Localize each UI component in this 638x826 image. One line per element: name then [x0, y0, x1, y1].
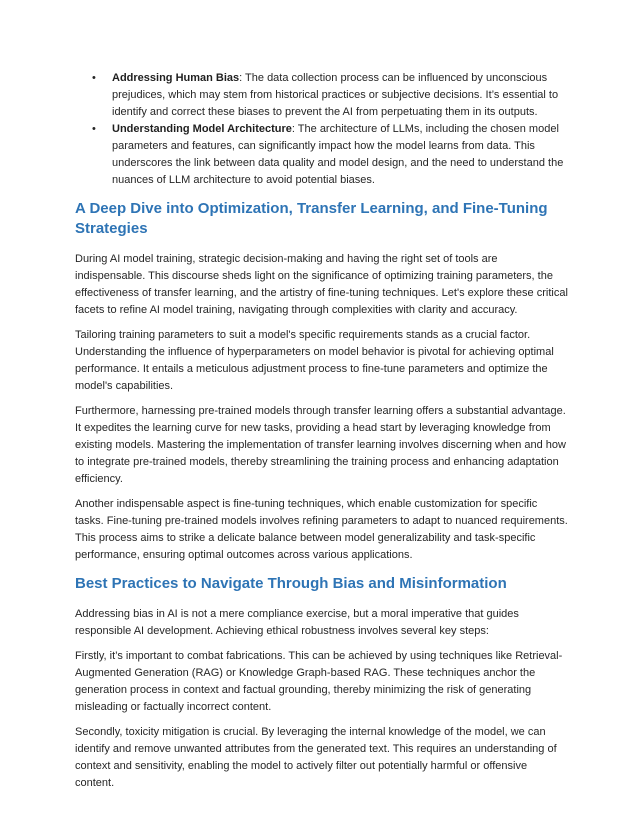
bullet-text: : The architecture of LLMs, including the chosen model parameters and features, can significantly impact how the model learns from data. This underscores the link between data quality and model design, and the need to understand the nuances of LLM architecture to avoid potential biases.: [112, 123, 564, 186]
paragraph: Secondly, toxicity mitigation is crucial. By leveraging the internal knowledge of the model, we can identify and remove unwanted attributes from the generated text. This requires an understanding of context and sensitivity, enabling the model to actively filter out potentially harmful or offensive content.: [75, 726, 557, 789]
paragraph: Addressing bias in AI is not a mere compliance exercise, but a moral imperative that guides responsible AI development. Achieving ethical robustness involves several key steps:: [75, 608, 519, 637]
bullet-term: Understanding Model Architecture: [112, 123, 292, 135]
section-heading-optimization: A Deep Dive into Optimization, Transfer Learning, and Fine-Tuning Strategies: [75, 200, 548, 237]
paragraph: Furthermore, harnessing pre-trained models through transfer learning offers a substantial advantage. It expedites the learning curve for new tasks, providing a head start by leveraging knowledge from existing models. Mastering the implementation of transfer learning involves discerning when and how to integrate pre-trained models, thereby streamlining the training process and enhancing adaptation efficiency.: [75, 405, 566, 485]
bullet-term: Addressing Human Bias: [112, 72, 240, 84]
paragraph: Tailoring training parameters to suit a model's specific requirements stands as a crucial factor. Understanding the influence of hyperparameters on model behavior is pivotal for achieving optimal performance. It entails a meticulous adjustment process to fine-tune parameters and optimize the model's capabilities.: [75, 329, 554, 392]
bullet-item-model-architecture: [75, 121, 568, 189]
bullet-text: : The data collection process can be influenced by unconscious prejudices, which may stem from historical practices or subjective decisions. It’s essential to identify and correct these biases to prevent the AI from perpetuating them in its outputs.: [112, 72, 559, 118]
bullet-item-human-bias: [75, 70, 568, 121]
paragraph: Another indispensable aspect is fine-tuning techniques, which enable customization for specific tasks. Fine-tuning pre-trained models involves refining parameters to adapt to nuanced requirements. This process aims to strike a delicate balance between model generalizability and task-specific performance, ensuring optimal outcomes across various applications.: [75, 498, 568, 561]
bullet-icon: •: [92, 72, 96, 84]
section-heading-best-practices: Best Practices to Navigate Through Bias and Misinformation: [75, 575, 507, 592]
paragraph: Firstly, it’s important to combat fabrications. This can be achieved by using techniques like Retrieval-Augmented Generation (RAG) or Knowledge Graph-based RAG. These techniques anchor the generation process in context and factual grounding, thereby minimizing the risk of generating misleading or factually incorrect content.: [75, 650, 563, 713]
bullet-list: [75, 70, 568, 189]
bullet-icon: •: [92, 123, 96, 135]
paragraph: During AI model training, strategic decision-making and having the right set of tools are indispensable. This discourse sheds light on the significance of optimizing training parameters, the effectiveness of transfer learning, and the artistry of fine-tuning techniques. Let's explore these critical facets to refine AI model training, navigating through complexities with clarity and accuracy.: [75, 253, 568, 316]
